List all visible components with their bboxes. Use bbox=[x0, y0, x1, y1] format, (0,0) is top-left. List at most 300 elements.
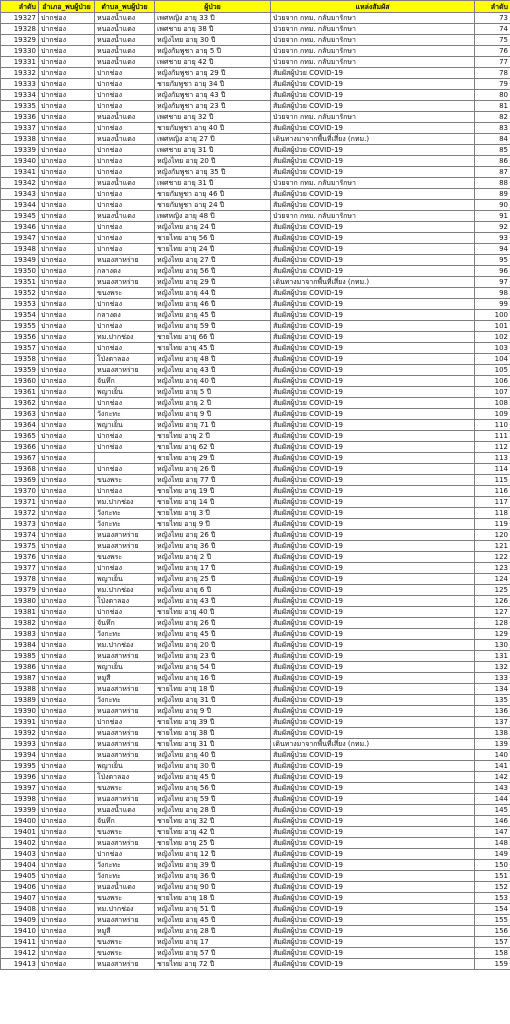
cell-district: ปากช่อง bbox=[39, 772, 95, 783]
cell-patient: หญิงไทย อายุ 43 ปี bbox=[155, 365, 271, 376]
cell-patient: หญิงไทย อายุ 20 ปี bbox=[155, 640, 271, 651]
table-row bbox=[1, 431, 510, 442]
cell-source: สัมผัสผู้ป่วย COVID-19 bbox=[271, 233, 475, 244]
table-row bbox=[1, 233, 510, 244]
cell-source: เดินทางมาจากพื้นที่เสี่ยง (กทม.) bbox=[271, 739, 475, 750]
cell-no: 19352 bbox=[1, 288, 39, 299]
table-row bbox=[1, 816, 510, 827]
cell-subdistrict: จันทึก bbox=[95, 618, 155, 629]
cell-index: 141 bbox=[475, 761, 510, 772]
cell-source: สัมผัสผู้ป่วย COVID-19 bbox=[271, 167, 475, 178]
cell-index: 102 bbox=[475, 332, 510, 343]
cell-patient: หญิงไทย อายุ 26 ปี bbox=[155, 464, 271, 475]
cell-subdistrict: หนองน้ำแดง bbox=[95, 57, 155, 68]
cell-index: 157 bbox=[475, 937, 510, 948]
cell-subdistrict: ขนงพระ bbox=[95, 948, 155, 959]
cell-index: 126 bbox=[475, 596, 510, 607]
cell-source: สัมผัสผู้ป่วย COVID-19 bbox=[271, 354, 475, 365]
cell-subdistrict: หนองสาหร่าย bbox=[95, 365, 155, 376]
cell-no: 19371 bbox=[1, 497, 39, 508]
cell-source: สัมผัสผู้ป่วย COVID-19 bbox=[271, 431, 475, 442]
cell-no: 19377 bbox=[1, 563, 39, 574]
cell-district: ปากช่อง bbox=[39, 805, 95, 816]
cell-patient: ชายไทย อายุ 32 ปี bbox=[155, 816, 271, 827]
cell-no: 19386 bbox=[1, 662, 39, 673]
cell-source: สัมผัสผู้ป่วย COVID-19 bbox=[271, 541, 475, 552]
cell-district: ปากช่อง bbox=[39, 178, 95, 189]
cell-no: 19389 bbox=[1, 695, 39, 706]
cell-district: ปากช่อง bbox=[39, 409, 95, 420]
cell-index: 128 bbox=[475, 618, 510, 629]
table-row bbox=[1, 541, 510, 552]
cell-district: ปากช่อง bbox=[39, 717, 95, 728]
cell-index: 119 bbox=[475, 519, 510, 530]
cell-subdistrict: ปากช่อง bbox=[95, 398, 155, 409]
cell-subdistrict: วังกะทะ bbox=[95, 695, 155, 706]
cell-district: ปากช่อง bbox=[39, 46, 95, 57]
cell-source: สัมผัสผู้ป่วย COVID-19 bbox=[271, 651, 475, 662]
cell-patient: หญิงไทย อายุ 40 ปี bbox=[155, 376, 271, 387]
cell-patient: หญิงไทย อายุ 40 ปี bbox=[155, 750, 271, 761]
cell-no: 19362 bbox=[1, 398, 39, 409]
cell-district: ปากช่อง bbox=[39, 156, 95, 167]
cell-no: 19330 bbox=[1, 46, 39, 57]
cell-subdistrict: ทม.ปากช่อง bbox=[95, 640, 155, 651]
cell-district: ปากช่อง bbox=[39, 596, 95, 607]
table-row bbox=[1, 310, 510, 321]
table-row bbox=[1, 761, 510, 772]
table-row bbox=[1, 959, 510, 970]
cell-district: ปากช่อง bbox=[39, 574, 95, 585]
cell-index: 83 bbox=[475, 123, 510, 134]
table-row bbox=[1, 475, 510, 486]
cell-source: สัมผัสผู้ป่วย COVID-19 bbox=[271, 442, 475, 453]
cell-district: ปากช่อง bbox=[39, 739, 95, 750]
cell-source: สัมผัสผู้ป่วย COVID-19 bbox=[271, 596, 475, 607]
cell-source: สัมผัสผู้ป่วย COVID-19 bbox=[271, 464, 475, 475]
cell-source: ป่วยจาก กทม. กลับมารักษา bbox=[271, 46, 475, 57]
cell-district: ปากช่อง bbox=[39, 431, 95, 442]
cell-no: 19402 bbox=[1, 838, 39, 849]
cell-subdistrict: หนองสาหร่าย bbox=[95, 728, 155, 739]
cell-index: 85 bbox=[475, 145, 510, 156]
cell-subdistrict: ปากช่อง bbox=[95, 90, 155, 101]
cell-source: สัมผัสผู้ป่วย COVID-19 bbox=[271, 387, 475, 398]
cell-index: 143 bbox=[475, 783, 510, 794]
cell-district: ปากช่อง bbox=[39, 662, 95, 673]
table-row bbox=[1, 365, 510, 376]
cell-source: เดินทางมาจากพื้นที่เสี่ยง (กทม.) bbox=[271, 277, 475, 288]
cell-no: 19338 bbox=[1, 134, 39, 145]
cell-district: ปากช่อง bbox=[39, 640, 95, 651]
cell-no: 19328 bbox=[1, 24, 39, 35]
cell-index: 136 bbox=[475, 706, 510, 717]
cell-index: 110 bbox=[475, 420, 510, 431]
cell-source: สัมผัสผู้ป่วย COVID-19 bbox=[271, 849, 475, 860]
cell-source: สัมผัสผู้ป่วย COVID-19 bbox=[271, 222, 475, 233]
cell-patient: หญิงไทย อายุ 12 ปี bbox=[155, 849, 271, 860]
cell-district: ปากช่อง bbox=[39, 706, 95, 717]
cell-index: 154 bbox=[475, 904, 510, 915]
cell-subdistrict: ปากช่อง bbox=[95, 321, 155, 332]
cell-patient: ชายกัมพูชา อายุ 34 ปี bbox=[155, 79, 271, 90]
cell-subdistrict: พญาเย็น bbox=[95, 761, 155, 772]
cell-no: 19366 bbox=[1, 442, 39, 453]
cell-index: 144 bbox=[475, 794, 510, 805]
cell-patient: หญิงไทย อายุ 26 ปี bbox=[155, 530, 271, 541]
cell-district: ปากช่อง bbox=[39, 783, 95, 794]
cell-district: ปากช่อง bbox=[39, 310, 95, 321]
cell-subdistrict: โป่งตาลอง bbox=[95, 772, 155, 783]
cell-index: 158 bbox=[475, 948, 510, 959]
cell-no: 19355 bbox=[1, 321, 39, 332]
cell-no: 19361 bbox=[1, 387, 39, 398]
cell-source: สัมผัสผู้ป่วย COVID-19 bbox=[271, 189, 475, 200]
table-row bbox=[1, 596, 510, 607]
cell-patient: หญิงไทย อายุ 23 ปี bbox=[155, 651, 271, 662]
table-row bbox=[1, 178, 510, 189]
table-row bbox=[1, 24, 510, 35]
cell-no: 19334 bbox=[1, 90, 39, 101]
table-row bbox=[1, 112, 510, 123]
cell-index: 152 bbox=[475, 882, 510, 893]
cell-index: 73 bbox=[475, 13, 510, 24]
cell-subdistrict: ปากช่อง bbox=[95, 717, 155, 728]
table-row bbox=[1, 574, 510, 585]
cell-no: 19400 bbox=[1, 816, 39, 827]
cell-no: 19368 bbox=[1, 464, 39, 475]
cell-district: ปากช่อง bbox=[39, 827, 95, 838]
table-row bbox=[1, 618, 510, 629]
table-row bbox=[1, 134, 510, 145]
cell-no: 19375 bbox=[1, 541, 39, 552]
cell-subdistrict: หนองน้ำแดง bbox=[95, 211, 155, 222]
cell-subdistrict: ทม.ปากช่อง bbox=[95, 497, 155, 508]
table-row bbox=[1, 585, 510, 596]
header-district: อำเภอ_พบผู้ป่วย bbox=[39, 1, 95, 13]
cell-index: 79 bbox=[475, 79, 510, 90]
cell-patient: หญิงไทย อายุ 2 ปี bbox=[155, 398, 271, 409]
cell-subdistrict: วังกะทะ bbox=[95, 519, 155, 530]
cell-district: ปากช่อง bbox=[39, 563, 95, 574]
cell-district: ปากช่อง bbox=[39, 365, 95, 376]
cell-source: สัมผัสผู้ป่วย COVID-19 bbox=[271, 585, 475, 596]
cell-no: 19329 bbox=[1, 35, 39, 46]
cell-index: 88 bbox=[475, 178, 510, 189]
cell-subdistrict: โป่งตาลอง bbox=[95, 596, 155, 607]
table-row bbox=[1, 893, 510, 904]
cell-subdistrict: พญาเย็น bbox=[95, 574, 155, 585]
cell-index: 115 bbox=[475, 475, 510, 486]
cell-patient: ชายไทย อายุ 18 ปี bbox=[155, 893, 271, 904]
cell-patient: หญิงไทย อายุ 45 ปี bbox=[155, 915, 271, 926]
cell-index: 107 bbox=[475, 387, 510, 398]
cell-patient: หญิงไทย อายุ 46 ปี bbox=[155, 299, 271, 310]
cell-source: สัมผัสผู้ป่วย COVID-19 bbox=[271, 552, 475, 563]
cell-subdistrict: ปากช่อง bbox=[95, 145, 155, 156]
cell-source: ป่วยจาก กทม. กลับมารักษา bbox=[271, 13, 475, 24]
table-row bbox=[1, 35, 510, 46]
cell-index: 140 bbox=[475, 750, 510, 761]
cell-district: ปากช่อง bbox=[39, 35, 95, 46]
cell-district: ปากช่อง bbox=[39, 871, 95, 882]
cell-patient: เพศหญิง อายุ 33 ปี bbox=[155, 13, 271, 24]
cell-patient: หญิงกัมพูชา อายุ 43 ปี bbox=[155, 90, 271, 101]
cell-patient: ชายกัมพูชา อายุ 46 ปี bbox=[155, 189, 271, 200]
cell-no: 19336 bbox=[1, 112, 39, 123]
cell-patient: หญิงไทย อายุ 44 ปี bbox=[155, 288, 271, 299]
cell-no: 19345 bbox=[1, 211, 39, 222]
cell-source: สัมผัสผู้ป่วย COVID-19 bbox=[271, 838, 475, 849]
table-row bbox=[1, 266, 510, 277]
cell-subdistrict: พญาเย็น bbox=[95, 387, 155, 398]
cell-subdistrict: ปากช่อง bbox=[95, 200, 155, 211]
cell-patient: หญิงไทย อายุ 30 ปี bbox=[155, 35, 271, 46]
cell-subdistrict: หนองสาหร่าย bbox=[95, 838, 155, 849]
cell-patient: ชายไทย อายุ 19 ปี bbox=[155, 486, 271, 497]
cell-no: 19379 bbox=[1, 585, 39, 596]
cell-index: 94 bbox=[475, 244, 510, 255]
cell-district: ปากช่อง bbox=[39, 530, 95, 541]
cell-index: 125 bbox=[475, 585, 510, 596]
table-row bbox=[1, 662, 510, 673]
cell-no: 19372 bbox=[1, 508, 39, 519]
cell-subdistrict: หนองน้ำแดง bbox=[95, 46, 155, 57]
cell-index: 133 bbox=[475, 673, 510, 684]
cell-subdistrict: หนองน้ำแดง bbox=[95, 178, 155, 189]
table-row bbox=[1, 222, 510, 233]
cell-index: 101 bbox=[475, 321, 510, 332]
cell-patient: ชายไทย อายุ 62 ปี bbox=[155, 442, 271, 453]
cell-source: สัมผัสผู้ป่วย COVID-19 bbox=[271, 684, 475, 695]
cell-source: สัมผัสผู้ป่วย COVID-19 bbox=[271, 783, 475, 794]
cell-subdistrict: ปากช่อง bbox=[95, 343, 155, 354]
cell-subdistrict: วังกะทะ bbox=[95, 508, 155, 519]
table-row bbox=[1, 937, 510, 948]
table-body bbox=[1, 13, 510, 970]
cell-subdistrict: ปากช่อง bbox=[95, 607, 155, 618]
cell-subdistrict: ปากช่อง bbox=[95, 79, 155, 90]
cell-no: 19381 bbox=[1, 607, 39, 618]
cell-no: 19348 bbox=[1, 244, 39, 255]
table-row bbox=[1, 772, 510, 783]
cell-no: 19387 bbox=[1, 673, 39, 684]
cell-patient: หญิงไทย อายุ 36 ปี bbox=[155, 871, 271, 882]
cell-district: ปากช่อง bbox=[39, 497, 95, 508]
table-row bbox=[1, 277, 510, 288]
cell-district: ปากช่อง bbox=[39, 750, 95, 761]
cell-no: 19347 bbox=[1, 233, 39, 244]
cell-source: สัมผัสผู้ป่วย COVID-19 bbox=[271, 508, 475, 519]
cell-subdistrict: หนองสาหร่าย bbox=[95, 684, 155, 695]
table-row bbox=[1, 244, 510, 255]
table-row bbox=[1, 343, 510, 354]
cell-index: 105 bbox=[475, 365, 510, 376]
cell-no: 19335 bbox=[1, 101, 39, 112]
cell-subdistrict: ทม.ปากช่อง bbox=[95, 585, 155, 596]
cell-no: 19327 bbox=[1, 13, 39, 24]
cell-source: สัมผัสผู้ป่วย COVID-19 bbox=[271, 948, 475, 959]
table-row bbox=[1, 728, 510, 739]
cell-index: 109 bbox=[475, 409, 510, 420]
cell-district: ปากช่อง bbox=[39, 552, 95, 563]
cell-index: 97 bbox=[475, 277, 510, 288]
cell-source: สัมผัสผู้ป่วย COVID-19 bbox=[271, 640, 475, 651]
cell-source: สัมผัสผู้ป่วย COVID-19 bbox=[271, 607, 475, 618]
cell-district: ปากช่อง bbox=[39, 189, 95, 200]
cell-patient: ชายไทย อายุ 39 ปี bbox=[155, 717, 271, 728]
cell-subdistrict: ปากช่อง bbox=[95, 299, 155, 310]
cell-index: 91 bbox=[475, 211, 510, 222]
cell-subdistrict: หนองสาหร่าย bbox=[95, 530, 155, 541]
cell-source: สัมผัสผู้ป่วย COVID-19 bbox=[271, 871, 475, 882]
cell-district: ปากช่อง bbox=[39, 486, 95, 497]
table-row bbox=[1, 13, 510, 24]
table-row bbox=[1, 442, 510, 453]
cell-index: 112 bbox=[475, 442, 510, 453]
cell-patient: ชายไทย อายุ 31 ปี bbox=[155, 739, 271, 750]
cell-index: 103 bbox=[475, 343, 510, 354]
table-row bbox=[1, 673, 510, 684]
cell-subdistrict: หนองน้ำแดง bbox=[95, 24, 155, 35]
table-row bbox=[1, 552, 510, 563]
cell-index: 114 bbox=[475, 464, 510, 475]
cell-no: 19399 bbox=[1, 805, 39, 816]
table-row bbox=[1, 46, 510, 57]
cell-source: สัมผัสผู้ป่วย COVID-19 bbox=[271, 750, 475, 761]
cell-no: 19409 bbox=[1, 915, 39, 926]
cell-district: ปากช่อง bbox=[39, 277, 95, 288]
cell-district: ปากช่อง bbox=[39, 651, 95, 662]
cell-patient: ชายกัมพูชา อายุ 24 ปี bbox=[155, 200, 271, 211]
cell-patient: หญิงไทย อายุ 45 ปี bbox=[155, 629, 271, 640]
cell-district: ปากช่อง bbox=[39, 585, 95, 596]
cell-patient: เพศชาย อายุ 32 ปี bbox=[155, 112, 271, 123]
cell-index: 113 bbox=[475, 453, 510, 464]
cell-patient: หญิงไทย อายุ 9 ปี bbox=[155, 409, 271, 420]
cell-subdistrict: วังกะทะ bbox=[95, 871, 155, 882]
cell-subdistrict: ขนงพระ bbox=[95, 827, 155, 838]
cell-subdistrict: ปากช่อง bbox=[95, 563, 155, 574]
cell-subdistrict bbox=[95, 453, 155, 464]
cell-source: สัมผัสผู้ป่วย COVID-19 bbox=[271, 904, 475, 915]
cell-district: ปากช่อง bbox=[39, 618, 95, 629]
cell-subdistrict: หนองสาหร่าย bbox=[95, 959, 155, 970]
cell-district: ปากช่อง bbox=[39, 937, 95, 948]
table-row bbox=[1, 717, 510, 728]
cell-source: ป่วยจาก กทม. กลับมารักษา bbox=[271, 211, 475, 222]
cell-index: 135 bbox=[475, 695, 510, 706]
cell-source: สัมผัสผู้ป่วย COVID-19 bbox=[271, 882, 475, 893]
cell-no: 19397 bbox=[1, 783, 39, 794]
cell-district: ปากช่อง bbox=[39, 200, 95, 211]
cell-source: สัมผัสผู้ป่วย COVID-19 bbox=[271, 662, 475, 673]
cell-district: ปากช่อง bbox=[39, 420, 95, 431]
table-row bbox=[1, 420, 510, 431]
cell-source: สัมผัสผู้ป่วย COVID-19 bbox=[271, 376, 475, 387]
table-row bbox=[1, 948, 510, 959]
cell-patient: หญิงไทย อายุ 51 ปี bbox=[155, 904, 271, 915]
cell-index: 147 bbox=[475, 827, 510, 838]
cell-index: 138 bbox=[475, 728, 510, 739]
table-row bbox=[1, 607, 510, 618]
cell-index: 86 bbox=[475, 156, 510, 167]
cell-subdistrict: หนองสาหร่าย bbox=[95, 739, 155, 750]
cell-no: 19405 bbox=[1, 871, 39, 882]
cell-district: ปากช่อง bbox=[39, 376, 95, 387]
cell-subdistrict: หนองสาหร่าย bbox=[95, 651, 155, 662]
cell-source: สัมผัสผู้ป่วย COVID-19 bbox=[271, 475, 475, 486]
cell-source: ป่วยจาก กทม. กลับมารักษา bbox=[271, 57, 475, 68]
table-row bbox=[1, 508, 510, 519]
cell-source: สัมผัสผู้ป่วย COVID-19 bbox=[271, 794, 475, 805]
cell-patient: หญิงไทย อายุ 29 ปี bbox=[155, 277, 271, 288]
cell-patient: หญิงไทย อายุ 17 ปี bbox=[155, 563, 271, 574]
table-row bbox=[1, 915, 510, 926]
cell-source: สัมผัสผู้ป่วย COVID-19 bbox=[271, 695, 475, 706]
cell-subdistrict: หนองสาหร่าย bbox=[95, 794, 155, 805]
cell-patient: หญิงไทย อายุ 20 ปี bbox=[155, 156, 271, 167]
table-row bbox=[1, 354, 510, 365]
cell-source: สัมผัสผู้ป่วย COVID-19 bbox=[271, 805, 475, 816]
cell-patient: หญิงไทย อายุ 31 ปี bbox=[155, 695, 271, 706]
cell-no: 19408 bbox=[1, 904, 39, 915]
cell-district: ปากช่อง bbox=[39, 673, 95, 684]
cell-source: สัมผัสผู้ป่วย COVID-19 bbox=[271, 706, 475, 717]
cell-district: ปากช่อง bbox=[39, 233, 95, 244]
table-row bbox=[1, 530, 510, 541]
cell-index: 95 bbox=[475, 255, 510, 266]
cell-patient: หญิงไทย อายุ 6 ปี bbox=[155, 585, 271, 596]
cell-subdistrict: วังกะทะ bbox=[95, 629, 155, 640]
cell-no: 19350 bbox=[1, 266, 39, 277]
cell-patient: หญิงกัมพูชา อายุ 5 ปี bbox=[155, 46, 271, 57]
cell-district: ปากช่อง bbox=[39, 629, 95, 640]
cell-patient: หญิงไทย อายุ 17 bbox=[155, 937, 271, 948]
cell-no: 19370 bbox=[1, 486, 39, 497]
cell-patient: เพศหญิง อายุ 27 ปี bbox=[155, 134, 271, 145]
cell-source: สัมผัสผู้ป่วย COVID-19 bbox=[271, 860, 475, 871]
cell-no: 19410 bbox=[1, 926, 39, 937]
cell-index: 132 bbox=[475, 662, 510, 673]
cell-district: ปากช่อง bbox=[39, 695, 95, 706]
cell-index: 116 bbox=[475, 486, 510, 497]
table-row bbox=[1, 871, 510, 882]
table-row bbox=[1, 464, 510, 475]
cell-index: 155 bbox=[475, 915, 510, 926]
cell-no: 19373 bbox=[1, 519, 39, 530]
cell-index: 111 bbox=[475, 431, 510, 442]
table-row bbox=[1, 684, 510, 695]
cell-subdistrict: ปากช่อง bbox=[95, 849, 155, 860]
header-row bbox=[1, 1, 510, 13]
cell-patient: หญิงไทย อายุ 25 ปี bbox=[155, 574, 271, 585]
cell-source: สัมผัสผู้ป่วย COVID-19 bbox=[271, 321, 475, 332]
cell-patient: หญิงไทย อายุ 30 ปี bbox=[155, 761, 271, 772]
cell-subdistrict: กลางดง bbox=[95, 310, 155, 321]
table-row bbox=[1, 57, 510, 68]
cell-no: 19380 bbox=[1, 596, 39, 607]
cell-subdistrict: ปากช่อง bbox=[95, 167, 155, 178]
cell-subdistrict: หมูสี bbox=[95, 673, 155, 684]
table-row bbox=[1, 904, 510, 915]
cell-subdistrict: กลางดง bbox=[95, 266, 155, 277]
cell-index: 106 bbox=[475, 376, 510, 387]
table-row bbox=[1, 629, 510, 640]
table-row bbox=[1, 838, 510, 849]
cell-no: 19374 bbox=[1, 530, 39, 541]
cell-source: สัมผัสผู้ป่วย COVID-19 bbox=[271, 673, 475, 684]
